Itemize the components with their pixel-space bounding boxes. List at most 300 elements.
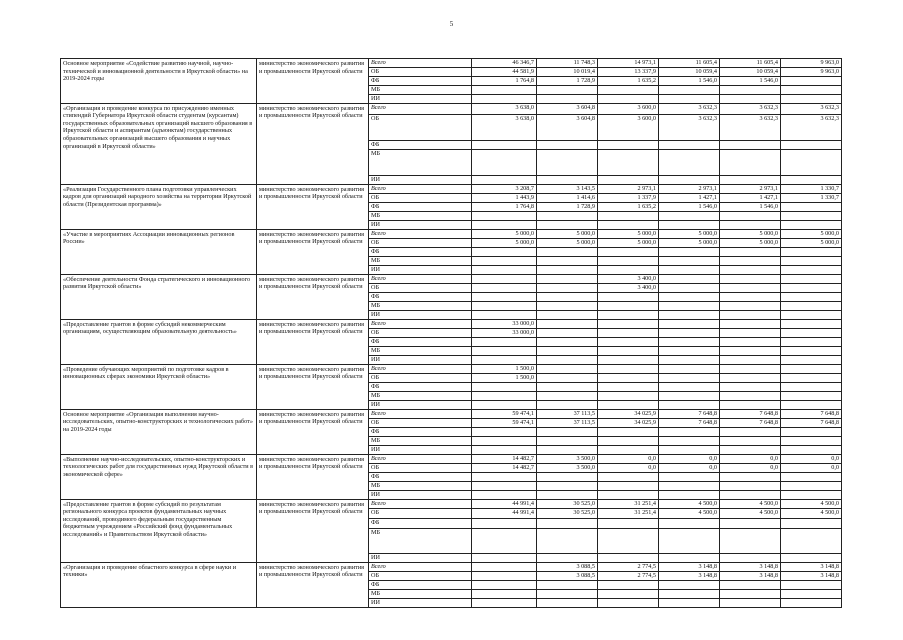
amount-cell <box>659 283 720 292</box>
amount-cell: 0,0 <box>781 454 842 463</box>
funding-source-label: ФБ <box>369 518 472 528</box>
table-row <box>61 103 842 114</box>
amount-cell <box>537 283 598 292</box>
amount-cell <box>659 86 720 95</box>
amount-cell <box>720 301 781 310</box>
amount-cell <box>659 140 720 149</box>
amount-cell <box>537 140 598 149</box>
amount-cell <box>659 292 720 301</box>
amount-cell <box>598 373 659 382</box>
amount-cell <box>598 247 659 256</box>
amount-cell <box>472 86 537 95</box>
amount-cell: 3 632,3 <box>781 114 842 140</box>
amount-cell <box>781 310 842 319</box>
amount-cell <box>537 427 598 436</box>
activity-name: «Реализация Государственного плана подготовки управленческих кадров для организаций народного хозяйства на территории Иркутской области (Президентская программа)» <box>61 184 257 229</box>
amount-cell: 3 148,8 <box>720 571 781 580</box>
table-row <box>61 562 842 571</box>
amount-cell: 3 143,5 <box>537 184 598 193</box>
amount-cell <box>781 580 842 589</box>
amount-cell: 3 632,3 <box>659 103 720 114</box>
amount-cell <box>720 328 781 337</box>
amount-cell <box>781 86 842 95</box>
amount-cell: 5 000,0 <box>720 229 781 238</box>
amount-cell <box>720 427 781 436</box>
amount-cell: 1 728,9 <box>537 202 598 211</box>
amount-cell <box>537 95 598 104</box>
amount-cell <box>537 580 598 589</box>
amount-cell <box>659 589 720 598</box>
amount-cell <box>720 256 781 265</box>
amount-cell <box>659 400 720 409</box>
amount-cell <box>781 373 842 382</box>
executor-name: министерство экономического развития и промышленности Иркутской области <box>257 364 369 409</box>
amount-cell <box>781 490 842 499</box>
amount-cell <box>537 310 598 319</box>
amount-cell <box>781 95 842 104</box>
amount-cell: 2 774,5 <box>598 571 659 580</box>
amount-cell <box>472 211 537 220</box>
table-row <box>61 454 842 463</box>
funding-source-label: Всего <box>369 409 472 418</box>
amount-cell <box>472 400 537 409</box>
amount-cell <box>598 292 659 301</box>
amount-cell <box>781 328 842 337</box>
amount-cell <box>720 598 781 607</box>
funding-source-label: МБ <box>369 391 472 400</box>
amount-cell <box>472 427 537 436</box>
amount-cell: 44 581,9 <box>472 68 537 77</box>
amount-cell: 4 500,0 <box>659 499 720 508</box>
amount-cell <box>472 149 537 175</box>
amount-cell <box>720 490 781 499</box>
funding-source-label: МБ <box>369 346 472 355</box>
funding-source-label: ИИ <box>369 175 472 184</box>
amount-cell <box>537 391 598 400</box>
amount-cell: 1 546,0 <box>659 77 720 86</box>
amount-cell: 3 638,0 <box>472 114 537 140</box>
amount-cell <box>472 256 537 265</box>
funding-source-label: ИИ <box>369 220 472 229</box>
amount-cell <box>472 247 537 256</box>
amount-cell <box>659 211 720 220</box>
activity-name: «Выполнение научно-исследовательских, опытно-конструкторских и технологических работ для государственных нужд Иркутской области в экономической сфере» <box>61 454 257 499</box>
amount-cell <box>781 274 842 283</box>
amount-cell <box>659 337 720 346</box>
amount-cell: 1 728,9 <box>537 77 598 86</box>
amount-cell <box>472 283 537 292</box>
amount-cell <box>720 400 781 409</box>
funding-source-label: ИИ <box>369 95 472 104</box>
funding-source-label: ОБ <box>369 283 472 292</box>
amount-cell <box>598 436 659 445</box>
funding-source-label: ОБ <box>369 68 472 77</box>
amount-cell: 5 000,0 <box>781 238 842 247</box>
funding-source-label: ОБ <box>369 418 472 427</box>
amount-cell <box>598 355 659 364</box>
amount-cell <box>720 436 781 445</box>
amount-cell <box>720 274 781 283</box>
funding-source-label: Всего <box>369 319 472 328</box>
funding-source-label: ИИ <box>369 553 472 562</box>
table-row <box>61 59 842 68</box>
amount-cell: 1 500,0 <box>472 373 537 382</box>
amount-cell <box>720 518 781 528</box>
amount-cell: 1 500,0 <box>472 364 537 373</box>
funding-source-label: МБ <box>369 589 472 598</box>
amount-cell: 5 000,0 <box>598 238 659 247</box>
amount-cell <box>537 328 598 337</box>
amount-cell <box>537 86 598 95</box>
amount-cell <box>720 553 781 562</box>
table-row <box>61 184 842 193</box>
amount-cell <box>781 283 842 292</box>
funding-source-label: МБ <box>369 149 472 175</box>
amount-cell <box>720 472 781 481</box>
amount-cell: 9 963,0 <box>781 68 842 77</box>
amount-cell: 5 000,0 <box>720 238 781 247</box>
amount-cell <box>659 328 720 337</box>
funding-source-label: Всего <box>369 229 472 238</box>
amount-cell <box>472 274 537 283</box>
amount-cell <box>781 481 842 490</box>
amount-cell <box>598 95 659 104</box>
amount-cell: 3 600,0 <box>598 103 659 114</box>
amount-cell <box>659 265 720 274</box>
amount-cell: 44 991,4 <box>472 508 537 518</box>
amount-cell: 30 525,0 <box>537 508 598 518</box>
funding-source-label: Всего <box>369 562 472 571</box>
amount-cell: 44 991,4 <box>472 499 537 508</box>
funding-source-label: ОБ <box>369 114 472 140</box>
amount-cell <box>720 140 781 149</box>
amount-cell: 0,0 <box>598 463 659 472</box>
amount-cell <box>472 571 537 580</box>
amount-cell <box>598 211 659 220</box>
amount-cell: 4 500,0 <box>781 499 842 508</box>
amount-cell <box>659 580 720 589</box>
amount-cell <box>720 319 781 328</box>
amount-cell: 34 025,9 <box>598 418 659 427</box>
amount-cell <box>537 445 598 454</box>
amount-cell <box>659 256 720 265</box>
funding-source-label: ФБ <box>369 77 472 86</box>
amount-cell: 10 019,4 <box>537 68 598 77</box>
amount-cell <box>472 589 537 598</box>
amount-cell <box>781 589 842 598</box>
amount-cell: 0,0 <box>720 463 781 472</box>
funding-source-label: МБ <box>369 86 472 95</box>
funding-source-label: ИИ <box>369 445 472 454</box>
amount-cell <box>720 382 781 391</box>
amount-cell <box>720 346 781 355</box>
amount-cell <box>598 310 659 319</box>
funding-source-label: ИИ <box>369 355 472 364</box>
amount-cell: 3 632,3 <box>720 103 781 114</box>
amount-cell: 4 500,0 <box>720 499 781 508</box>
executor-name: министерство экономического развития и промышленности Иркутской области <box>257 562 369 607</box>
amount-cell <box>472 140 537 149</box>
amount-cell <box>659 518 720 528</box>
amount-cell <box>720 310 781 319</box>
amount-cell <box>781 292 842 301</box>
funding-source-label: ОБ <box>369 571 472 580</box>
amount-cell <box>472 292 537 301</box>
funding-source-label: ФБ <box>369 337 472 346</box>
activity-name: «Организация и проведение конкурса по присуждению именных стипендий Губернатора Иркутской области студентам (курсантам) государственных образовательных организаций высшего образования в Иркутской области и аспирантам (адъюнктам) государственных образовательных организаций высшего образования и научных организаций в Иркутской области» <box>61 103 257 184</box>
funding-source-label: Всего <box>369 59 472 68</box>
funding-source-label: ИИ <box>369 400 472 409</box>
funding-source-label: ОБ <box>369 328 472 337</box>
amount-cell <box>598 580 659 589</box>
funding-source-label: ОБ <box>369 463 472 472</box>
amount-cell <box>472 518 537 528</box>
executor-name: министерство экономического развития и промышленности Иркутской области <box>257 274 369 319</box>
amount-cell <box>537 220 598 229</box>
amount-cell: 1 546,0 <box>720 77 781 86</box>
amount-cell <box>781 346 842 355</box>
amount-cell <box>659 445 720 454</box>
amount-cell <box>537 472 598 481</box>
amount-cell: 5 000,0 <box>537 229 598 238</box>
amount-cell <box>659 175 720 184</box>
amount-cell <box>472 220 537 229</box>
amount-cell: 31 251,4 <box>598 499 659 508</box>
amount-cell <box>659 481 720 490</box>
amount-cell <box>781 220 842 229</box>
amount-cell <box>720 283 781 292</box>
amount-cell <box>781 427 842 436</box>
amount-cell <box>598 427 659 436</box>
funding-source-label: ИИ <box>369 265 472 274</box>
amount-cell: 3 148,8 <box>659 571 720 580</box>
amount-cell <box>659 490 720 499</box>
amount-cell: 31 251,4 <box>598 508 659 518</box>
funding-source-label: ИИ <box>369 490 472 499</box>
amount-cell: 3 638,0 <box>472 103 537 114</box>
amount-cell <box>781 598 842 607</box>
amount-cell <box>598 346 659 355</box>
amount-cell <box>659 274 720 283</box>
amount-cell: 3 208,7 <box>472 184 537 193</box>
funding-source-label: Всего <box>369 499 472 508</box>
amount-cell <box>720 86 781 95</box>
amount-cell <box>598 382 659 391</box>
amount-cell <box>598 220 659 229</box>
amount-cell <box>598 391 659 400</box>
funding-source-label: ФБ <box>369 472 472 481</box>
amount-cell <box>659 436 720 445</box>
amount-cell: 4 500,0 <box>720 508 781 518</box>
amount-cell: 1 330,7 <box>781 193 842 202</box>
amount-cell: 59 474,1 <box>472 418 537 427</box>
amount-cell <box>598 175 659 184</box>
amount-cell: 10 059,4 <box>659 68 720 77</box>
amount-cell <box>598 319 659 328</box>
budget-table <box>60 58 842 608</box>
amount-cell <box>720 355 781 364</box>
amount-cell: 7 648,8 <box>720 409 781 418</box>
amount-cell: 1 764,8 <box>472 202 537 211</box>
amount-cell <box>537 319 598 328</box>
amount-cell <box>472 310 537 319</box>
funding-source-label: МБ <box>369 436 472 445</box>
amount-cell <box>659 301 720 310</box>
amount-cell <box>720 95 781 104</box>
amount-cell <box>720 481 781 490</box>
amount-cell: 1 764,8 <box>472 77 537 86</box>
amount-cell <box>720 589 781 598</box>
funding-source-label: ОБ <box>369 508 472 518</box>
amount-cell: 1 330,7 <box>781 184 842 193</box>
amount-cell <box>781 472 842 481</box>
amount-cell <box>781 528 842 553</box>
amount-cell: 3 148,8 <box>781 562 842 571</box>
amount-cell: 4 500,0 <box>781 508 842 518</box>
amount-cell <box>472 445 537 454</box>
amount-cell <box>598 445 659 454</box>
amount-cell: 3 148,8 <box>720 562 781 571</box>
funding-source-label: Всего <box>369 103 472 114</box>
amount-cell <box>598 149 659 175</box>
amount-cell: 7 648,8 <box>781 418 842 427</box>
amount-cell <box>720 175 781 184</box>
amount-cell <box>537 247 598 256</box>
amount-cell: 5 000,0 <box>598 229 659 238</box>
amount-cell: 1 414,6 <box>537 193 598 202</box>
amount-cell <box>659 553 720 562</box>
funding-source-label: ИИ <box>369 598 472 607</box>
funding-source-label: ФБ <box>369 292 472 301</box>
funding-source-label: ОБ <box>369 193 472 202</box>
amount-cell <box>781 436 842 445</box>
activity-name: Основное мероприятие «Содействие развитию научной, научно-технической и инновационной деятельности в Иркутской области» на 2019-2024 годы <box>61 59 257 104</box>
amount-cell <box>781 202 842 211</box>
table-row <box>61 364 842 373</box>
amount-cell <box>720 220 781 229</box>
amount-cell: 0,0 <box>720 454 781 463</box>
amount-cell: 11 605,4 <box>720 59 781 68</box>
amount-cell: 37 113,5 <box>537 409 598 418</box>
activity-name: «Участие в мероприятиях Ассоциации инновационных регионов России» <box>61 229 257 274</box>
amount-cell <box>537 355 598 364</box>
amount-cell <box>537 265 598 274</box>
amount-cell: 7 648,8 <box>781 409 842 418</box>
amount-cell: 1 635,2 <box>598 202 659 211</box>
amount-cell <box>720 364 781 373</box>
amount-cell: 0,0 <box>598 454 659 463</box>
amount-cell <box>472 490 537 499</box>
amount-cell <box>598 301 659 310</box>
amount-cell: 7 648,8 <box>720 418 781 427</box>
funding-source-label: ОБ <box>369 238 472 247</box>
amount-cell <box>720 265 781 274</box>
amount-cell <box>598 481 659 490</box>
activity-name: «Обеспечение деятельности Фонда стратегического и инновационного развития Иркутской области» <box>61 274 257 319</box>
amount-cell <box>781 553 842 562</box>
funding-source-label: МБ <box>369 256 472 265</box>
amount-cell <box>472 436 537 445</box>
funding-source-label: МБ <box>369 301 472 310</box>
amount-cell <box>537 256 598 265</box>
amount-cell <box>659 310 720 319</box>
amount-cell <box>720 391 781 400</box>
amount-cell <box>598 553 659 562</box>
amount-cell: 2 973,1 <box>720 184 781 193</box>
amount-cell: 3 088,5 <box>537 571 598 580</box>
amount-cell <box>537 211 598 220</box>
amount-cell <box>720 373 781 382</box>
funding-source-label: Всего <box>369 184 472 193</box>
amount-cell: 5 000,0 <box>659 238 720 247</box>
table-row <box>61 409 842 418</box>
funding-source-label: Всего <box>369 364 472 373</box>
amount-cell <box>598 518 659 528</box>
amount-cell: 59 474,1 <box>472 409 537 418</box>
amount-cell: 4 500,0 <box>659 508 720 518</box>
amount-cell <box>720 292 781 301</box>
executor-name: министерство экономического развития и промышленности Иркутской области <box>257 319 369 364</box>
funding-source-label: МБ <box>369 528 472 553</box>
amount-cell <box>472 481 537 490</box>
amount-cell <box>537 553 598 562</box>
amount-cell <box>598 589 659 598</box>
amount-cell <box>781 140 842 149</box>
amount-cell <box>598 364 659 373</box>
amount-cell <box>720 528 781 553</box>
amount-cell <box>720 149 781 175</box>
amount-cell: 30 525,0 <box>537 499 598 508</box>
amount-cell: 2 973,1 <box>659 184 720 193</box>
amount-cell <box>537 436 598 445</box>
amount-cell <box>659 472 720 481</box>
amount-cell <box>781 175 842 184</box>
activity-name: «Предоставление грантов в форме субсидий по результатам регионального конкурса проектов фундаментальных научных исследований, проводимого федеральным государственным бюджетным учреждением «Российский фонд фундаментальных исследований» и Правительством Иркутской области» <box>61 499 257 562</box>
amount-cell <box>537 518 598 528</box>
amount-cell <box>781 355 842 364</box>
amount-cell <box>598 598 659 607</box>
amount-cell <box>659 373 720 382</box>
amount-cell <box>537 337 598 346</box>
amount-cell <box>472 95 537 104</box>
amount-cell: 3 088,5 <box>537 562 598 571</box>
executor-name: министерство экономического развития и промышленности Иркутской области <box>257 409 369 454</box>
amount-cell: 3 600,0 <box>598 114 659 140</box>
amount-cell: 1 635,2 <box>598 77 659 86</box>
amount-cell <box>659 149 720 175</box>
amount-cell <box>472 553 537 562</box>
amount-cell <box>537 400 598 409</box>
table-row <box>61 274 842 283</box>
amount-cell: 10 059,4 <box>720 68 781 77</box>
amount-cell: 1 546,0 <box>659 202 720 211</box>
amount-cell: 14 973,1 <box>598 59 659 68</box>
executor-name: министерство экономического развития и промышленности Иркутской области <box>257 103 369 184</box>
amount-cell <box>598 528 659 553</box>
amount-cell: 5 000,0 <box>781 229 842 238</box>
amount-cell <box>598 490 659 499</box>
amount-cell: 14 482,7 <box>472 454 537 463</box>
amount-cell: 2 774,5 <box>598 562 659 571</box>
amount-cell: 3 148,8 <box>781 571 842 580</box>
amount-cell <box>537 292 598 301</box>
amount-cell: 2 973,1 <box>598 184 659 193</box>
amount-cell <box>537 149 598 175</box>
amount-cell: 33 000,0 <box>472 328 537 337</box>
amount-cell: 5 000,0 <box>537 238 598 247</box>
amount-cell <box>781 301 842 310</box>
amount-cell <box>537 274 598 283</box>
